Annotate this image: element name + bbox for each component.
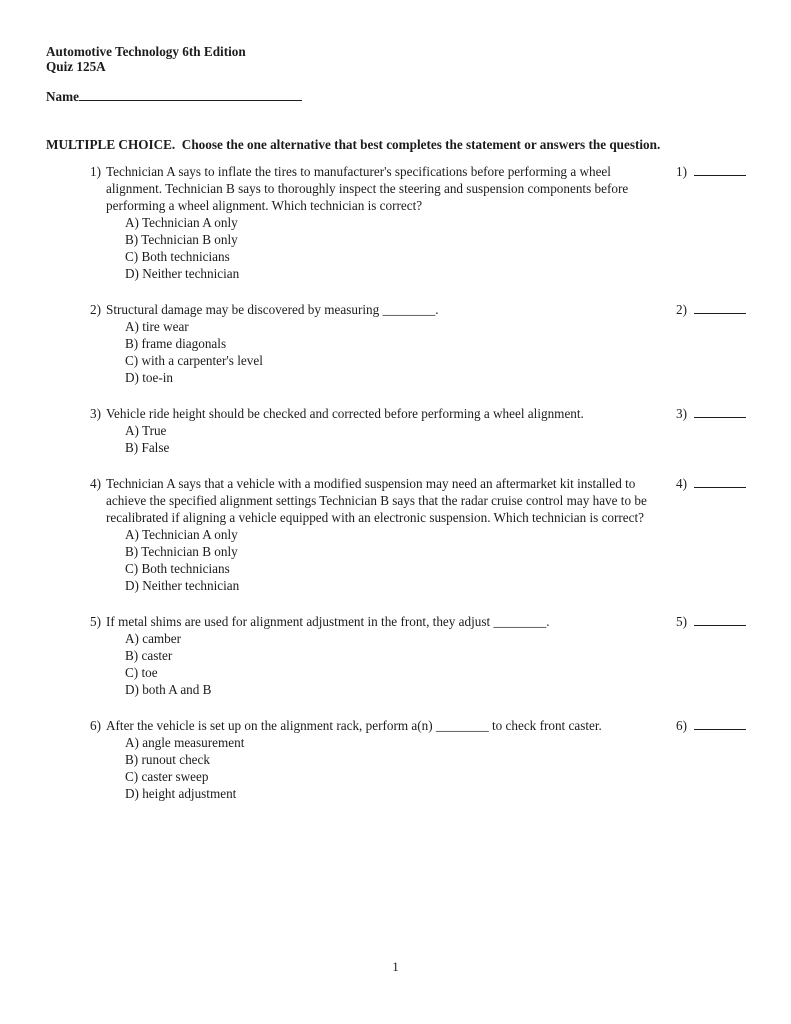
question-block [46, 163, 746, 282]
name-label: Name [46, 89, 79, 104]
answer-area [676, 717, 746, 734]
answer-area [676, 613, 746, 630]
answer-blank-line [694, 405, 746, 418]
answer-number: 5) [676, 614, 687, 629]
choice-option: A) True [125, 423, 167, 438]
question-block [46, 405, 746, 456]
instructions-text: MULTIPLE CHOICE. Choose the one alternative that best completes the statement or answers the question. [46, 137, 661, 152]
question-choices [125, 422, 664, 456]
question-text: After the vehicle is set up on the alignment rack, perform a(n) ________ to check front caster. [106, 718, 602, 733]
choice-option: B) False [125, 440, 170, 455]
choice-option: D) toe-in [125, 370, 173, 385]
choice-option: B) Technician B only [125, 544, 238, 559]
answer-blank-line [694, 163, 746, 176]
question-text: If metal shims are used for alignment adjustment in the front, they adjust ________. [106, 614, 550, 629]
question-number: 3) [90, 406, 101, 421]
answer-blank-line [694, 717, 746, 730]
answer-number: 6) [676, 718, 687, 733]
choice-option: B) frame diagonals [125, 336, 227, 351]
choice-option: C) toe [125, 665, 158, 680]
question-choices [125, 214, 664, 282]
answer-blank-line [694, 613, 746, 626]
question-body [106, 613, 664, 698]
question-body [106, 301, 664, 386]
choice-option: A) angle measurement [125, 735, 245, 750]
choice-option: A) Technician A only [125, 527, 238, 542]
question-text: Technician A says that a vehicle with a modified suspension may need an aftermarket kit installed to achieve the specified alignment settings Technician B says that the radar cruise control may have to be recalibrated if aligning a vehicle equipped with an electronic suspension. Which technician is correct? [106, 476, 647, 525]
question-block [46, 301, 746, 386]
choice-option: C) caster sweep [125, 769, 209, 784]
question-number: 1) [90, 164, 101, 179]
choice-option: D) height adjustment [125, 786, 237, 801]
question-body [106, 475, 664, 594]
question-choices [125, 526, 664, 594]
question-number: 2) [90, 302, 101, 317]
question-number: 5) [90, 614, 101, 629]
answer-area [676, 405, 746, 422]
choice-option: B) runout check [125, 752, 210, 767]
choice-option: D) both A and B [125, 682, 212, 697]
questions-list [46, 163, 746, 802]
question-body [106, 717, 664, 802]
choice-option: B) Technician B only [125, 232, 238, 247]
question-block [46, 475, 746, 594]
answer-area [676, 163, 746, 180]
question-choices [125, 734, 664, 802]
answer-number: 1) [676, 164, 687, 179]
answer-blank-line [694, 475, 746, 488]
answer-number: 4) [676, 476, 687, 491]
page-number: 1 [392, 959, 399, 974]
question-text: Technician A says to inflate the tires to manufacturer's specifications before performing a wheel alignment. Technician B says to thoroughly inspect the steering and suspension components before performing a wheel alignment. Which technician is correct? [106, 164, 629, 213]
choice-option: A) tire wear [125, 319, 189, 334]
answer-blank-line [694, 301, 746, 314]
answer-number: 2) [676, 302, 687, 317]
question-text: Structural damage may be discovered by measuring ________. [106, 302, 439, 317]
question-block [46, 717, 746, 802]
document-subtitle: Quiz 125A [46, 59, 106, 74]
name-row [46, 88, 746, 105]
choice-option: C) Both technicians [125, 561, 230, 576]
choice-option: C) with a carpenter's level [125, 353, 263, 368]
choice-option: A) Technician A only [125, 215, 238, 230]
question-choices [125, 630, 664, 698]
document-title: Automotive Technology 6th Edition [46, 44, 246, 59]
choice-option: D) Neither technician [125, 266, 240, 281]
name-blank-line [79, 88, 302, 101]
question-number: 4) [90, 476, 101, 491]
answer-number: 3) [676, 406, 687, 421]
question-choices [125, 318, 664, 386]
choice-option: D) Neither technician [125, 578, 240, 593]
choice-option: A) camber [125, 631, 182, 646]
choice-option: B) caster [125, 648, 173, 663]
question-text: Vehicle ride height should be checked and corrected before performing a wheel alignment. [106, 406, 584, 421]
question-block [46, 613, 746, 698]
question-body [106, 163, 664, 282]
answer-area [676, 301, 746, 318]
choice-option: C) Both technicians [125, 249, 230, 264]
answer-area [676, 475, 746, 492]
question-body [106, 405, 664, 456]
question-number: 6) [90, 718, 101, 733]
